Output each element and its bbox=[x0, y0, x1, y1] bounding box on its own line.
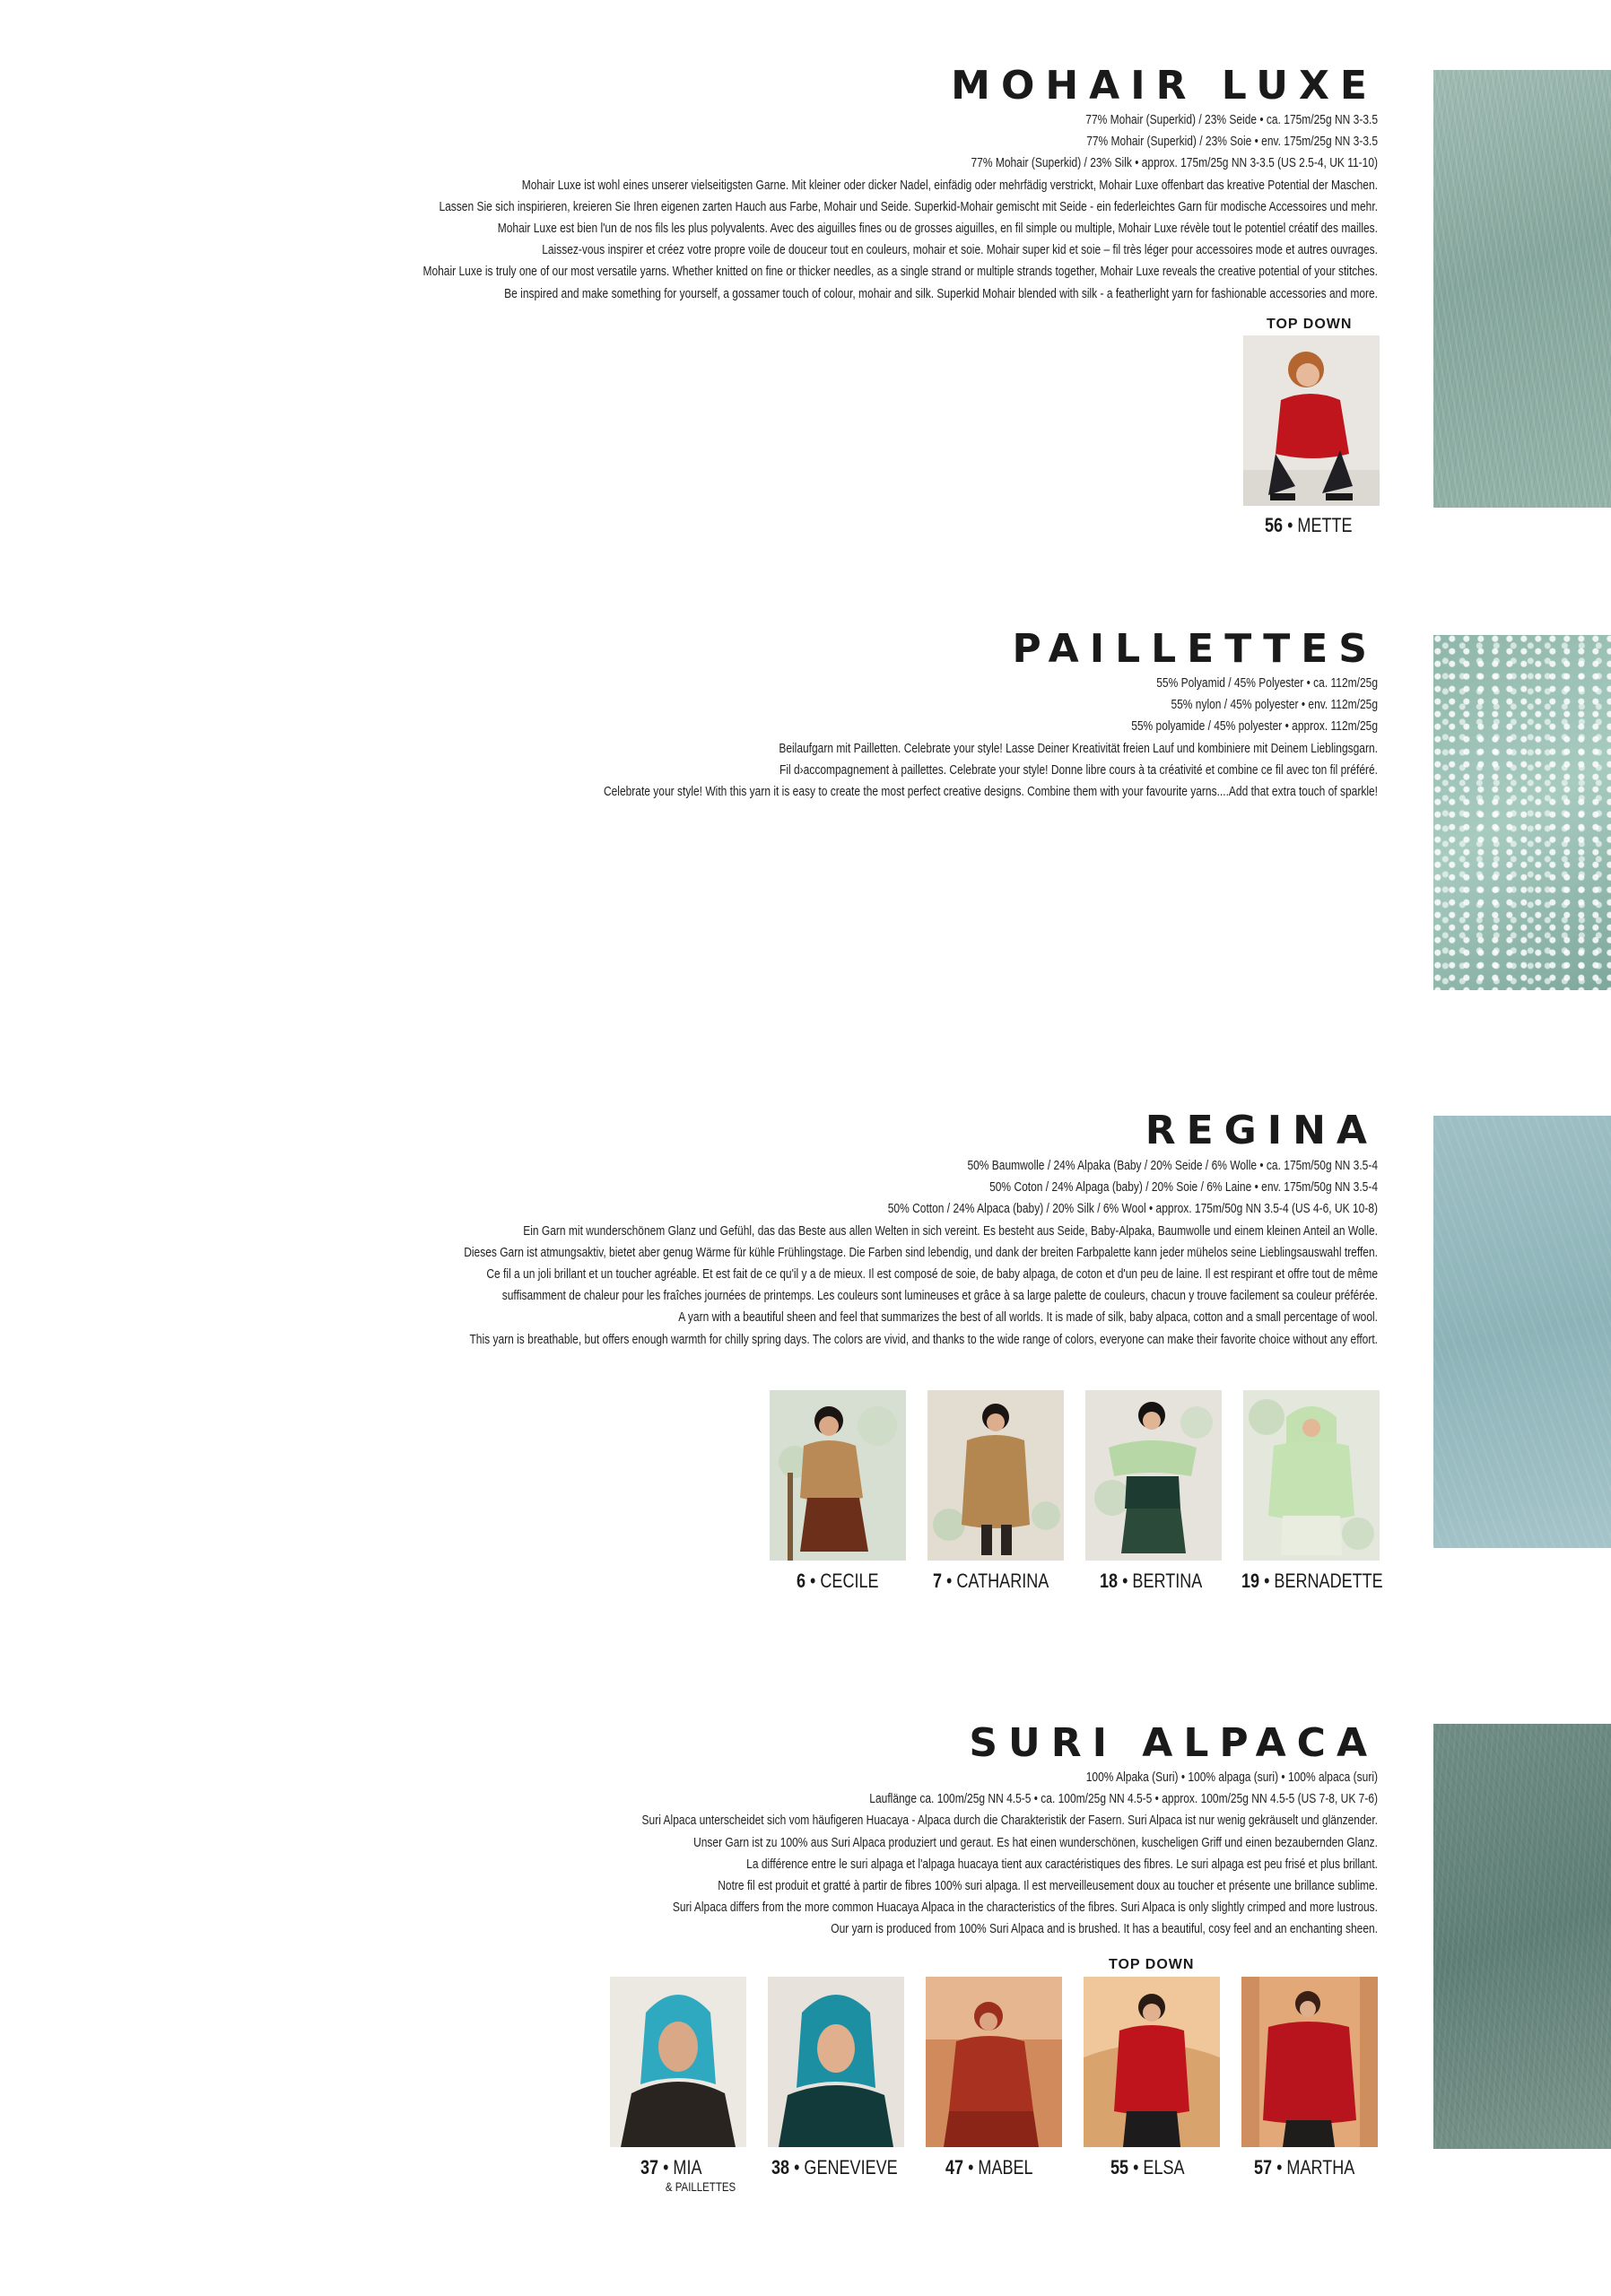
composition-fr: 77% Mohair (Superkid) / 23% Soie • env. 175m/25g NN 3-3.5 bbox=[1086, 134, 1378, 150]
pattern-name: BERNADETTE bbox=[1274, 1570, 1383, 1592]
pattern-photo-bertina[interactable] bbox=[1085, 1390, 1222, 1561]
pattern-caption-bernadette[interactable]: 19 • BERNADETTE bbox=[1241, 1570, 1383, 1592]
pattern-name: METTE bbox=[1297, 514, 1353, 536]
pattern-number: 18 bbox=[1100, 1570, 1119, 1592]
composition-en: 50% Cotton / 24% Alpaca (baby) / 20% Silk / 6% Wool • approx. 175m/50g NN 3.5-4 (US 4-6, UK 10-8) bbox=[887, 1201, 1378, 1217]
top-down-badge: TOP DOWN bbox=[1109, 1957, 1195, 1972]
pattern-name: BERTINA bbox=[1132, 1570, 1203, 1592]
yarn-description bbox=[373, 109, 1378, 305]
text-line: Ein Garn mit wunderschönem Glanz und Gefühl, das das Beste aus allen Welten in sich vereint. Es besteht aus Seide, Baby-Alpaka, Baumwolle und einem kleinen Anteil an Wolle. bbox=[523, 1222, 1378, 1239]
yarn-title: MOHAIR LUXE bbox=[951, 63, 1378, 109]
pattern-photo-catharina[interactable] bbox=[927, 1390, 1064, 1561]
pattern-name: ELSA bbox=[1143, 2156, 1185, 2179]
text-line: Laissez-vous inspirer et créez votre propre voile de douceur tout en couleurs, mohair et soie. Mohair super kid et soie – fil très léger pour accessoires mode et autres ouvrages. bbox=[542, 242, 1378, 258]
pattern-caption-mette[interactable]: 56 • METTE bbox=[1265, 514, 1353, 536]
yarn-title: SURI ALPACA bbox=[969, 1720, 1378, 1766]
pattern-number: 6 bbox=[797, 1570, 806, 1592]
text-line: A yarn with a beautiful sheen and feel that summarizes the best of all worlds. It is made of silk, baby alpaca, cotton and a small percentage of wool. bbox=[678, 1309, 1378, 1326]
text-line: Unser Garn ist zu 100% aus Suri Alpaca produziert und geraut. Es hat einen wunderschönen, kuscheligen Griff und einen bezaubernden Glanz. bbox=[693, 1834, 1378, 1850]
composition-fr: 50% Coton / 24% Alpaga (baby) / 20% Soie / 6% Laine • env. 175m/50g NN 3.5-4 bbox=[989, 1179, 1378, 1196]
pattern-photo-martha[interactable] bbox=[1241, 1977, 1378, 2147]
text-line: Mohair Luxe is truly one of our most versatile yarns. Whether knitted on fine or thicker needles, as a single strand or multiple strands together, Mohair Luxe reveals the creative potential of your stitches. bbox=[422, 264, 1378, 280]
text-line: Our yarn is produced from 100% Suri Alpaca and is brushed. It has a beautiful, cosy feel and an enchanting sheen. bbox=[831, 1921, 1378, 1937]
composition-de: 55% Polyamid / 45% Polyester • ca. 112m/25g bbox=[1156, 675, 1378, 691]
pattern-name: MARTHA bbox=[1286, 2156, 1355, 2179]
pattern-number: 57 bbox=[1254, 2156, 1273, 2179]
suri-alpaca-yarn-swatch bbox=[1433, 1724, 1611, 2149]
yarn-title: PAILLETTES bbox=[1012, 626, 1378, 672]
pattern-photo-mette[interactable] bbox=[1243, 335, 1380, 506]
text-line: Dieses Garn ist atmungsaktiv, bietet aber genug Wärme für kühle Frühlingstage. Die Farben sind lebendig, und dank der breiten Farbpalette kann jeder mühelos seine Lieblingsauswahl treffen. bbox=[464, 1244, 1378, 1260]
text-line: Mohair Luxe ist wohl eines unserer vielseitigsten Garne. Mit kleiner oder dicker Nadel, einfädig oder mehrfädig verstrickt, Mohair Luxe offenbart das kreative Potential der Maschen. bbox=[521, 177, 1378, 193]
text-line: Fil d›accompagnement à paillettes. Celebrate your style! Donne libre cours à ta créativité et combine ce fil avec ton fil préféré. bbox=[779, 761, 1378, 778]
section-paillettes bbox=[0, 556, 1611, 1004]
pattern-name: MIA bbox=[673, 2156, 702, 2179]
text-line: Mohair Luxe est bien l'un de nos fils les plus polyvalents. Avec des aiguilles fines ou de grosses aiguilles, en fil simple ou multiple, Mohair Luxe révèle tout le potentiel créatif des mailles. bbox=[497, 221, 1378, 237]
pattern-name: GENEVIEVE bbox=[804, 2156, 898, 2179]
composition-en: 55% polyamide / 45% polyester • approx. 112m/25g bbox=[1131, 718, 1378, 735]
section-suri-alpaca bbox=[0, 1650, 1611, 2296]
text-line: Be inspired and make something for yourself, a gossamer touch of colour, mohair and silk. Superkid Mohair blended with silk - a featherlight yarn for fashionable accessories and more. bbox=[504, 285, 1378, 301]
pattern-photo-bernadette[interactable] bbox=[1243, 1390, 1380, 1561]
pattern-number: 7 bbox=[933, 1570, 943, 1592]
pattern-caption-elsa[interactable]: 55 • ELSA bbox=[1110, 2156, 1185, 2179]
mohair-luxe-yarn-swatch bbox=[1433, 70, 1611, 508]
yarn-description bbox=[373, 1155, 1378, 1351]
yarn-title: REGINA bbox=[1145, 1108, 1378, 1153]
pattern-name: CECILE bbox=[820, 1570, 879, 1592]
pattern-caption-catharina[interactable]: 7 • CATHARINA bbox=[933, 1570, 1049, 1592]
regina-yarn-swatch bbox=[1433, 1116, 1611, 1548]
yardage-line: Lauflänge ca. 100m/25g NN 4.5-5 • ca. 100m/25g NN 4.5-5 • approx. 100m/25g NN 4.5-5 (US 7-8, UK 7-6) bbox=[869, 1791, 1378, 1807]
pattern-number: 55 bbox=[1110, 2156, 1129, 2179]
text-line: Notre fil est produit et gratté à partir de fibres 100% suri alpaga. Il est merveilleusement doux au toucher et présente une brillance sublime. bbox=[718, 1878, 1378, 1894]
section-regina bbox=[0, 1004, 1611, 1650]
section-mohair-luxe bbox=[0, 0, 1611, 556]
pattern-caption-mabel[interactable]: 47 • MABEL bbox=[945, 2156, 1033, 2179]
composition-en: 77% Mohair (Superkid) / 23% Silk • approx. 175m/25g NN 3-3.5 (US 2.5-4, UK 11-10) bbox=[971, 155, 1378, 171]
pattern-combination: & PAILLETTES bbox=[665, 2179, 736, 2194]
yarn-description bbox=[373, 673, 1378, 803]
composition-de: 50% Baumwolle / 24% Alpaka (Baby / 20% Seide / 6% Wolle • ca. 175m/50g NN 3.5-4 bbox=[967, 1158, 1378, 1173]
composition-fr: 55% nylon / 45% polyester • env. 112m/25g bbox=[1171, 697, 1378, 713]
pattern-name: MABEL bbox=[978, 2156, 1033, 2179]
composition-de: 77% Mohair (Superkid) / 23% Seide • ca. 175m/25g NN 3-3.5 bbox=[1085, 112, 1378, 127]
pattern-number: 47 bbox=[945, 2156, 964, 2179]
composition-line: 100% Alpaka (Suri) • 100% alpaga (suri) • 100% alpaca (suri) bbox=[1085, 1770, 1378, 1785]
pattern-caption-cecile[interactable]: 6 • CECILE bbox=[797, 1570, 879, 1592]
text-line: La différence entre le suri alpaga et l'alpaga huacaya tient aux caractéristiques des fibres. Le suri alpaga est peu frisé et plus brillant. bbox=[746, 1856, 1378, 1872]
text-line: Beilaufgarn mit Pailletten. Celebrate your style! Lasse Deiner Kreativität freien Lauf und kombiniere mit Deinem Lieblingsgarn. bbox=[779, 740, 1378, 756]
yarn-description bbox=[373, 1767, 1378, 1941]
pattern-photo-cecile[interactable] bbox=[770, 1390, 906, 1561]
text-line: Ce fil a un joli brillant et un toucher agréable. Et est fait de ce qu'il y a de mieux. Il est composé de soie, de baby alpaga, de coton et d'un peu de laine. Il est respirant et offre tout de même bbox=[486, 1266, 1378, 1283]
pattern-number: 37 bbox=[640, 2156, 659, 2179]
top-down-badge: TOP DOWN bbox=[1267, 317, 1353, 332]
pattern-caption-bertina[interactable]: 18 • BERTINA bbox=[1100, 1570, 1203, 1592]
paillettes-yarn-swatch bbox=[1433, 635, 1611, 990]
text-line: suffisamment de chaleur pour les fraîches journées de printemps. Les couleurs sont lumineuses et grâce à sa large palette de couleurs, chacun y trouve facilement sa couleur préférée. bbox=[501, 1288, 1378, 1304]
pattern-photo-elsa[interactable] bbox=[1084, 1977, 1220, 2147]
text-line: Celebrate your style! With this yarn it is easy to create the most perfect creative designs. Combine them with your favourite yarns....Add that extra touch of sparkle! bbox=[603, 784, 1378, 800]
pattern-photo-mabel[interactable] bbox=[926, 1977, 1062, 2147]
pattern-caption-genevieve[interactable]: 38 • GENEVIEVE bbox=[771, 2156, 898, 2179]
pattern-number: 56 bbox=[1265, 514, 1284, 536]
pattern-number: 19 bbox=[1241, 1570, 1260, 1592]
text-line: Suri Alpaca unterscheidet sich vom häufigeren Huacaya - Alpaca durch die Charakteristik der Fasern. Suri Alpaca ist nur wenig gekräuselt und glänzender. bbox=[641, 1813, 1378, 1829]
pattern-photo-genevieve[interactable] bbox=[768, 1977, 904, 2147]
pattern-caption-martha[interactable]: 57 • MARTHA bbox=[1254, 2156, 1355, 2179]
pattern-number: 38 bbox=[771, 2156, 790, 2179]
text-line: Suri Alpaca differs from the more common Huacaya Alpaca in the characteristics of the fibres. Suri Alpaca is only slightly crimped and more lustrous. bbox=[672, 1900, 1378, 1916]
text-line: This yarn is breathable, but offers enough warmth for chilly spring days. The colors are vivid, and thanks to the wide range of colors, everyone can make their favorite choice without any effort. bbox=[469, 1331, 1378, 1347]
text-line: Lassen Sie sich inspirieren, kreieren Sie Ihren eigenen zarten Hauch aus Farbe, Mohair und Seide. Superkid-Mohair gemischt mit Seide - ein federleichtes Garn für modische Accessoires und mehr. bbox=[439, 198, 1378, 214]
pattern-photo-mia[interactable] bbox=[610, 1977, 746, 2147]
pattern-name: CATHARINA bbox=[956, 1570, 1049, 1592]
pattern-caption-mia[interactable]: 37 • MIA & PAILLETTES bbox=[640, 2156, 736, 2194]
